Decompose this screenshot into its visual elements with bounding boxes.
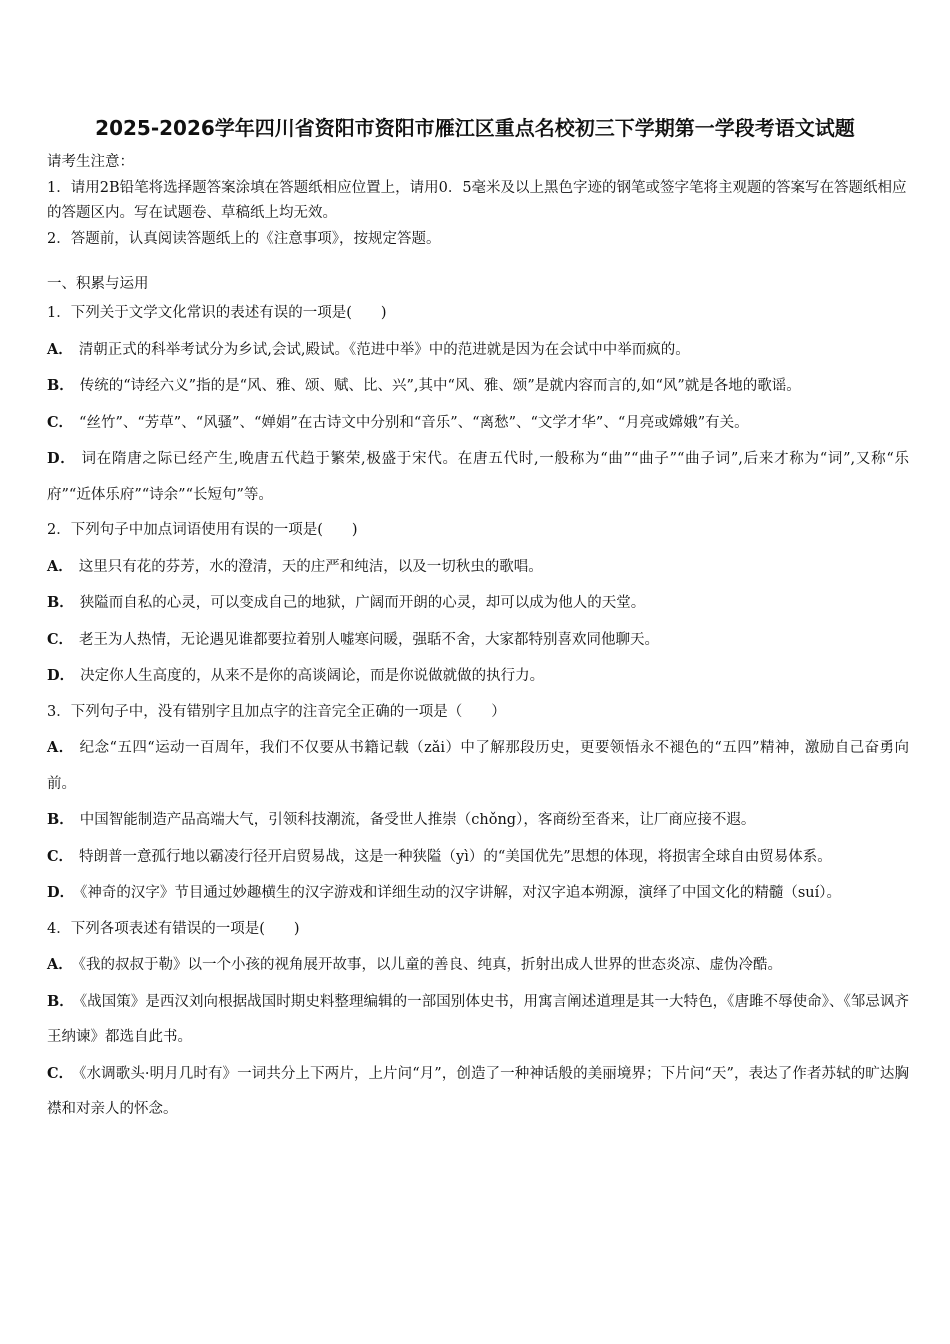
option — [47, 622, 909, 659]
option-label: D． — [47, 450, 76, 467]
option-text: 清朝正式的科举考试分为乡试,会试,殿试。《范进中举》中的范进就是因为在会试中中举而疯的。 — [78, 341, 690, 358]
option-text: 中国智能制造产品高端大气，引领科技潮流，备受世人推崇（chǒng），客商纷至沓来，让厂商应接不遐。 — [79, 812, 756, 828]
option-text: “丝竹”、“芳草”、“风骚”、“婵娟”在古诗文中分别和“音乐”、“离愁”、“文学才华”、“月亮或嫦娥”有关。 — [79, 414, 749, 431]
option-text: 《水调歌头·明月几时有》一词共分上下两片，上片问“月”，创造了一种神话般的美丽境界；下片问“天”，表达了作者苏轼的旷达胸襟和对亲人的怀念。 — [47, 1065, 909, 1117]
option-label: C． — [47, 630, 74, 648]
option-text: 决定你人生高度的，从来不是你的高谈阔论，而是你说做就做的执行力。 — [80, 668, 545, 684]
option-label: A． — [47, 557, 73, 575]
option-label: B． — [47, 377, 74, 394]
notice-heading: 请考生注意： — [47, 154, 134, 170]
option — [47, 549, 909, 586]
option-text: 特朗普一意孤行地以霸凌行径开启贸易战，这是一种狭隘（yì）的“美国优先”思想的体现，将损害全球自由贸易体系。 — [79, 848, 832, 865]
page-title: 2025-2026学年四川省资阳市资阳市雁江区重点名校初三下学期第一学段考语文试题 — [95, 116, 855, 140]
option-text: 传统的“诗经六义”指的是“风、雅、颂、赋、比、兴”,其中“风、雅、颂”是就内容而言的,如“风”就是各地的歌谣。 — [79, 378, 801, 394]
option-label: B． — [47, 811, 74, 828]
question-stem: 4．下列各项表述有错误的一项是( ) — [47, 920, 300, 937]
option — [47, 1056, 909, 1128]
exam-notice — [47, 150, 909, 252]
option-text: 狭隘而自私的心灵，可以变成自己的地狱，广阔而开朗的心灵，却可以成为他人的天堂。 — [79, 595, 646, 611]
option-text: 老王为人热情，无论遇见谁都要拉着别人嘘寒问暖，强聒不舍，大家都特别喜欢同他聊天。 — [79, 631, 660, 648]
question-list — [47, 296, 909, 1128]
option — [47, 332, 909, 369]
option-label: A． — [47, 739, 74, 756]
notice-item: 2．答题前，认真阅读答题纸上的《注意事项》，按规定答题。 — [47, 230, 441, 247]
option — [47, 441, 909, 513]
option-text: 《神奇的汉字》节目通过妙趣横生的汉字游戏和详细生动的汉字讲解，对汉字追本朔源，演绎了中国文化的精髓（suí）。 — [80, 885, 841, 901]
option-text: 《我的叔叔于勒》以一个小孩的视角展开故事，以儿童的善良、纯真，折射出成人世界的世态炎凉、虚伪冷酷。 — [78, 957, 783, 973]
option — [47, 802, 909, 839]
option — [47, 585, 909, 622]
option-label: B． — [47, 594, 74, 611]
section-heading: 一、积累与运用 — [47, 276, 149, 292]
option-text: 《战国策》是西汉刘向根据战国时期史料整理编辑的一部国别体史书，用寓言阐述道理是其一大特色，《唐雎不辱使命》、《邹忌讽齐王纳谏》都选自此书。 — [47, 993, 909, 1045]
option-text: 这里只有花的芬芳，水的澄清，天的庄严和纯洁，以及一切秋虫的歌唱。 — [78, 558, 543, 575]
option — [47, 947, 909, 984]
option-label: B． — [47, 992, 74, 1010]
question-stem: 1．下列关于文学文化常识的表述有误的一项是( ) — [47, 305, 387, 321]
option — [47, 984, 909, 1056]
option — [47, 839, 909, 876]
option-text: 词在隋唐之际已经产生,晚唐五代趋于繁荣,极盛于宋代。在唐五代时,一般称为“曲”“曲子”“曲子词”,后来才称为“词”,又称“乐府”“近体乐府”“诗余”“长短句”等。 — [47, 451, 909, 503]
option-label: D． — [47, 667, 75, 684]
option-label: C． — [47, 847, 74, 865]
option — [47, 875, 909, 912]
question-stem: 3．下列句子中，没有错别字且加点字的注音完全正确的一项是（ ） — [47, 703, 506, 720]
option-label: A． — [47, 956, 73, 973]
option — [47, 658, 909, 695]
option-label: C． — [47, 413, 74, 431]
option-label: D． — [47, 884, 75, 901]
option-label: A． — [47, 340, 73, 358]
option — [47, 405, 909, 442]
question-stem: 2．下列句子中加点词语使用有误的一项是( ) — [47, 522, 358, 538]
option-text: 纪念“五四“运动一百周年，我们不仅要从书籍记载（zǎi）中了解那段历史，更要领悟永不褪色的“五四”精神，激励自己奋勇向前。 — [47, 740, 909, 792]
option — [47, 730, 909, 802]
option — [47, 368, 909, 405]
option-label: C． — [47, 1064, 74, 1082]
notice-item: 1．请用2B铅笔将选择题答案涂填在答题纸相应位置上，请用0．5毫米及以上黑色字迹的钢笔或签字笔将主观题的答案写在答题纸相应的答题区内。写在试题卷、草稿纸上均无效。 — [47, 179, 907, 221]
